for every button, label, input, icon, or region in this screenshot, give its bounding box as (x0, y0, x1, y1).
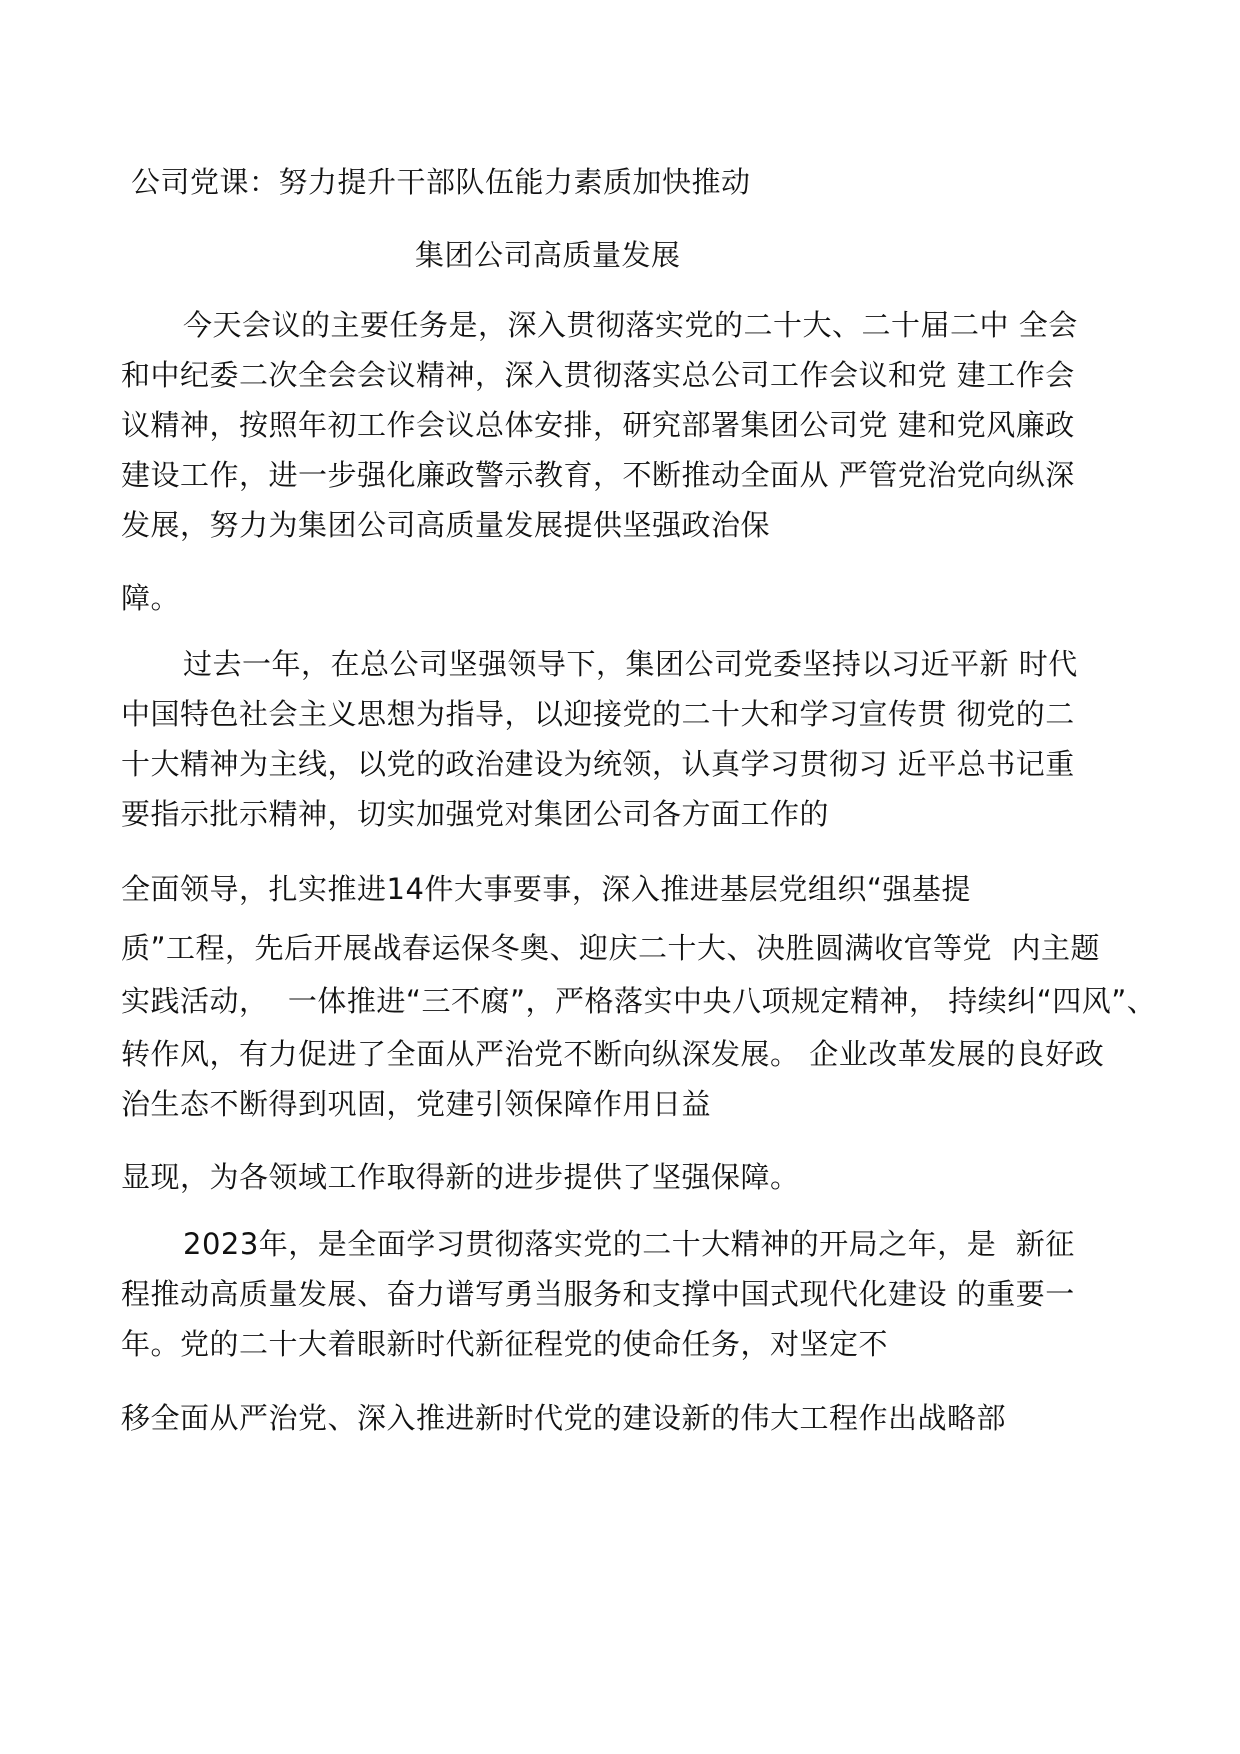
paragraph-2-line-7: 实践活动， 一体推进“三不腐”，严格落实中央八项规定精神， 持续纠“四风”、 (121, 984, 1157, 1018)
paragraph-2-line-4: 要指示批示精神，切实加强党对集团公司各方面工作的 (121, 797, 830, 831)
paragraph-3-line-3: 年。党的二十大着眼新时代新征程党的使命任务，对坚定不 (121, 1327, 889, 1361)
paragraph-3-line-4: 移全面从严治党、深入推进新时代党的建设新的伟大工程作出战略部 (121, 1401, 1007, 1435)
document-title-line-2: 集团公司高质量发展 (415, 238, 681, 272)
paragraph-1-line-6: 障。 (121, 581, 181, 615)
paragraph-2-line-9: 治生态不断得到巩固，党建引领保障作用日益 (121, 1087, 712, 1121)
paragraph-1-line-3: 议精神，按照年初工作会议总体安排，研究部署集团公司党 建和党风廉政 (121, 408, 1075, 442)
paragraph-1-line-4: 建设工作，进一步强化廉政警示教育，不断推动全面从 严管党治党向纵深 (121, 458, 1075, 492)
paragraph-2-line-1: 过去一年，在总公司坚强领导下，集团公司党委坚持以习近平新 时代 (183, 647, 1078, 681)
paragraph-2-line-8: 转作风，有力促进了全面从严治党不断向纵深发展。 企业改革发展的良好政 (121, 1037, 1105, 1071)
paragraph-1-line-5: 发展，努力为集团公司高质量发展提供坚强政治保 (121, 508, 771, 542)
paragraph-2-line-5: 全面领导，扎实推进14件大事要事，深入推进基层党组织“强基提 (121, 872, 971, 906)
paragraph-1-line-1: 今天会议的主要任务是，深入贯彻落实党的二十大、二十届二中 全会 (183, 308, 1078, 342)
paragraph-2-line-10: 显现，为各领域工作取得新的进步提供了坚强保障。 (121, 1160, 800, 1194)
paragraph-3-line-1: 2023年，是全面学习贯彻落实党的二十大精神的开局之年，是 新征 (183, 1227, 1075, 1261)
paragraph-1-line-2: 和中纪委二次全会会议精神，深入贯彻落实总公司工作会议和党 建工作会 (121, 358, 1075, 392)
paragraph-3-line-2: 程推动高质量发展、奋力谱写勇当服务和支撑中国式现代化建设 的重要一 (121, 1277, 1075, 1311)
paragraph-2-line-6: 质”工程，先后开展战春运保冬奥、迎庆二十大、决胜圆满收官等党 内主题 (121, 931, 1100, 965)
document-title-line-1: 公司党课：努力提升干部队伍能力素质加快推动 (131, 165, 751, 199)
paragraph-2-line-3: 十大精神为主线，以党的政治建设为统领，认真学习贯彻习 近平总书记重 (121, 747, 1075, 781)
paragraph-2-line-2: 中国特色社会主义思想为指导，以迎接党的二十大和学习宣传贯 彻党的二 (121, 697, 1075, 731)
